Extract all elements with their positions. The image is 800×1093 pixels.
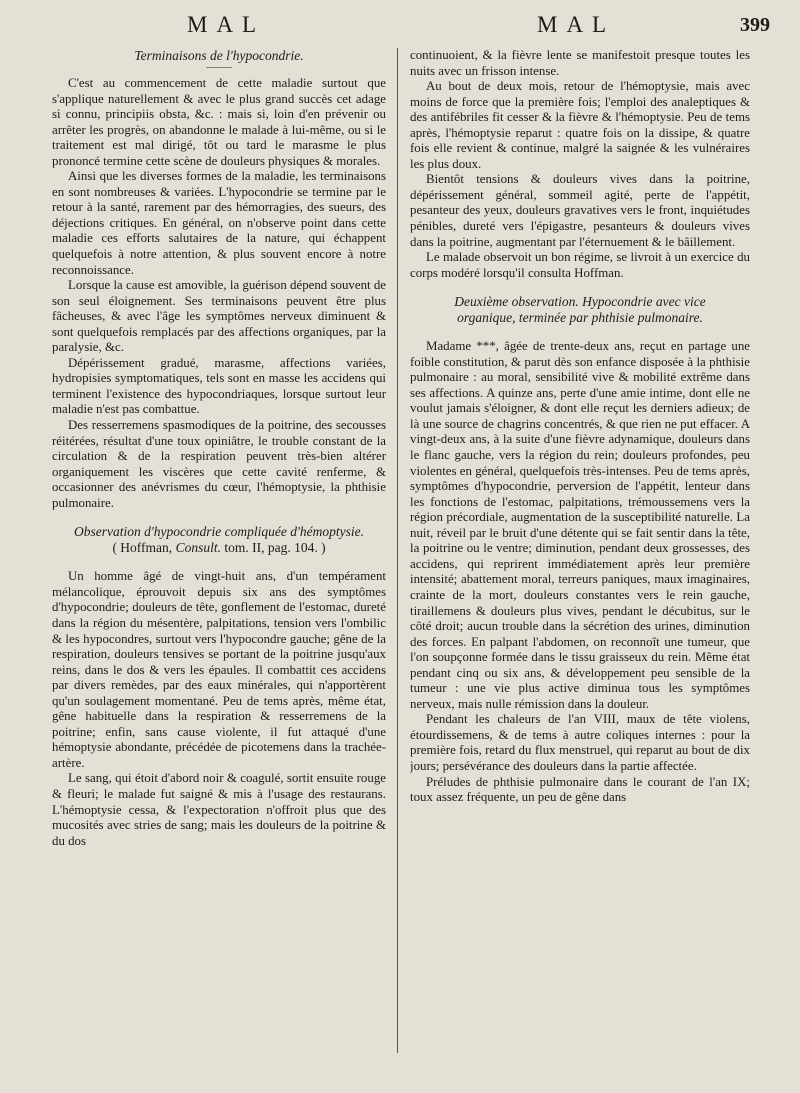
paragraph-7: Bientôt tensions & douleurs vives dans la poitrine, dépérissement général, sommeil agité, perte de l'appétit, pesanteur des yeux, douleurs gravatives vers le front, inquiétudes pénibles, dureté vers l'épigastre, pesanteurs & douleurs vives dans la poitrine, augmentant par l'éternuement & le bâillement.: [410, 172, 750, 249]
continued-paragraph: continuoient, & la fièvre lente se manifestoit presque toutes les nuits avec un frisson intense.: [410, 48, 750, 78]
paragraph-2: Ainsi que les diverses formes de la maladie, les terminaisons en sont nombreuses & variées. L'hypocondrie se termine par le retour à la santé, rarement par des hémorragies, des sueurs, des déjections critiques. En général, on n'observe point dans cette maladie ces efforts salutaires de la nature, qui échappent quelquefois à notre attention, & plus souvent encore à notre reconnoissance.: [52, 169, 386, 277]
column-divider: [397, 48, 398, 1053]
observation-source-work: Consult.: [175, 540, 221, 556]
observation-paragraph-1: Un homme âgé de vingt-huit ans, d'un tempérament mélancolique, éprouvoit depuis six ans des symptômes d'hypocondrie; douleurs de tête, gonflement de l'estomac, dureté dans la région du mésentère, palpitations, tension vers l'ombilic & les hypocondres, surtout vers l'hypocondre gauche; gêne de la respiration, douleurs tensives se portant de la poitrine jusqu'aux reins, dans le dos & vers les épaules. Il combattit ces accidens par divers remèdes, par des eaux minérales, qui n'apportèrent qu'un soulagement momentané. Peu de tems après, même état, gêne habituelle dans la respiration & resserremens de la poitrine; enfin, sans cause violente, il fut attaqué d'une hémoptysie abondante, précédée de picotemens dans la trachée-artère.: [52, 569, 386, 770]
left-column: [52, 48, 386, 1083]
section-title: Terminaisons de l'hypocondrie.: [134, 48, 304, 63]
paragraph-3: Lorsque la cause est amovible, la guérison dépend souvent de son seul éloignement. Ses terminaisons peuvent être plus fâcheuses, & avec l'âge les symptômes nerveux diminuent & sont quelquefois remplacés par des affections organiques, par la paralysie, &c.: [52, 278, 386, 355]
second-observation-paragraph-1: Madame ***, âgée de trente-deux ans, reçut en partage une foible constitution, & parut dès son enfance disposée à la phthisie pulmonaire : au moral, sensibilité vive & mobilité extrême dans ses affections. A quinze ans, perte d'une amie intime, dont elle ne voulut jamais s'éloigner, & dont elle reçut les derniers adieux; de là une source de chagrins concentrés, & que rien ne put effacer. A vingt-deux ans, à la suite d'une fièvre adynamique, douleurs dans le flanc gauche, vers la région du rein; douleurs profondes, peu violentes en général, quelquefois très-intenses. Peu de tems après, symptômes d'hypocondrie, perversion de l'appétit, lenteur dans les fonctions de l'estomac, palpitations, trémoussemens vers la région précordiale, augmentation de la susceptibilité naturelle. La nuit, réveil par le bruit d'une détente qui se fait sentir dans la tête, la poitrine ou le ventre; diminution, pendant deux grossesses, des accidens, qui reprirent immédiatement après leur première intensité; abattement moral, terreurs paniques, maux imaginaires, crainte de la mort, douleurs constantes vers le rein gauche, tiraillemens & douleurs plus vives, pendant le décubitus, sur le côté droit; aucun trouble dans la sécrétion des urines, diminution des forces. En palpant l'abdomen, on reconnoît une tumeur, que l'on soupçonne formée dans le tissu graisseux du rein. Même état pendant cinq ou six ans, & développement peu sensible de la tumeur : une vie plus active diminua tous les symptômes nerveux, mais nulle rémission dans la douleur.: [410, 339, 750, 711]
paragraph-8: Le malade observoit un bon régime, se livroit à un exercice du corps modéré lorsqu'il consulta Hoffman.: [410, 250, 750, 280]
second-observation-title-line-2: organique, terminée par phthisie pulmonaire.: [457, 310, 703, 326]
title-rule: [52, 67, 386, 76]
second-observation-paragraph-2: Pendant les chaleurs de l'an VIII, maux de tête violens, étourdissemens, & de tems à autre coliques internes : pour la première fois, retard du flux menstruel, qui reparut au bout de dix jours; persévérance des douleurs dans la partie affectée.: [410, 712, 750, 773]
observation-source-prefix: ( Hoffman,: [112, 540, 176, 556]
paragraph-5: Des resserremens spasmodiques de la poitrine, des secousses réitérées, résultat d'une toux opiniâtre, le trouble constant de la circulation & de la respiration peuvent très-bien altérer organiquement les viscères que cette cavité renferme, & occasionner des anévrismes du cœur, l'hémoptysie, la phthisie pulmonaire.: [52, 418, 386, 510]
right-column: [410, 48, 750, 1083]
second-observation-paragraph-3: Préludes de phthisie pulmonaire dans le courant de l'an IX; toux assez fréquente, un peu de gêne dans: [410, 774, 750, 805]
running-head-left: MAL: [187, 12, 266, 37]
running-head: [0, 12, 800, 42]
paragraph-4: Dépérissement gradué, marasme, affections variées, hydropisies symptomatiques, tels sont en masse les accidens qui terminent l'existence des hypocondriaques, lorsque surtout leur maladie n'est pas combattue.: [52, 355, 386, 417]
paragraph-6: Au bout de deux mois, retour de l'hémoptysie, mais avec moins de force que la première fois; l'emploi des analeptiques & des antifébriles fit cesser & la fièvre & l'hémoptysie. Peu de tems après, l'hémoptysie reparut : quatre fois on la dissipe, & quatre fois elle revient & continue, malgré la saignée & les vulnéraires les plus doux.: [410, 79, 750, 171]
observation-source-suffix: tom. II, pag. 104. ): [220, 540, 326, 556]
paragraph-1: C'est au commencement de cette maladie surtout que s'applique naturellement & avec le plus grand succès cet adage si connu, principiis obsta, &c. : mais si, loin d'en prévenir ou arrêter les progrès, on abandonne le malade à lui-même, ou si le traitement est mal dirigé, tôt ou tard le marasme le plus prononcé termine cette scène de douleurs physiques & morales.: [52, 76, 386, 168]
observation-title: Observation d'hypocondrie compliquée d'hémoptysie.: [74, 524, 364, 540]
page-number: 399: [740, 14, 770, 36]
second-observation-title-line-1: Deuxième observation. Hypocondrie avec vice: [454, 294, 706, 310]
running-head-right: MAL: [537, 12, 616, 37]
observation-paragraph-2: Le sang, qui étoit d'abord noir & coagulé, sortit ensuite rouge & fleuri; le malade fut saigné & mis à l'usage des restaurans. L'hémoptysie cessa, & l'expectoration n'offroit plus que des mucosités avec stries de sang; mais les douleurs de la poitrine & du dos: [52, 771, 386, 848]
observation-source: [52, 540, 386, 556]
